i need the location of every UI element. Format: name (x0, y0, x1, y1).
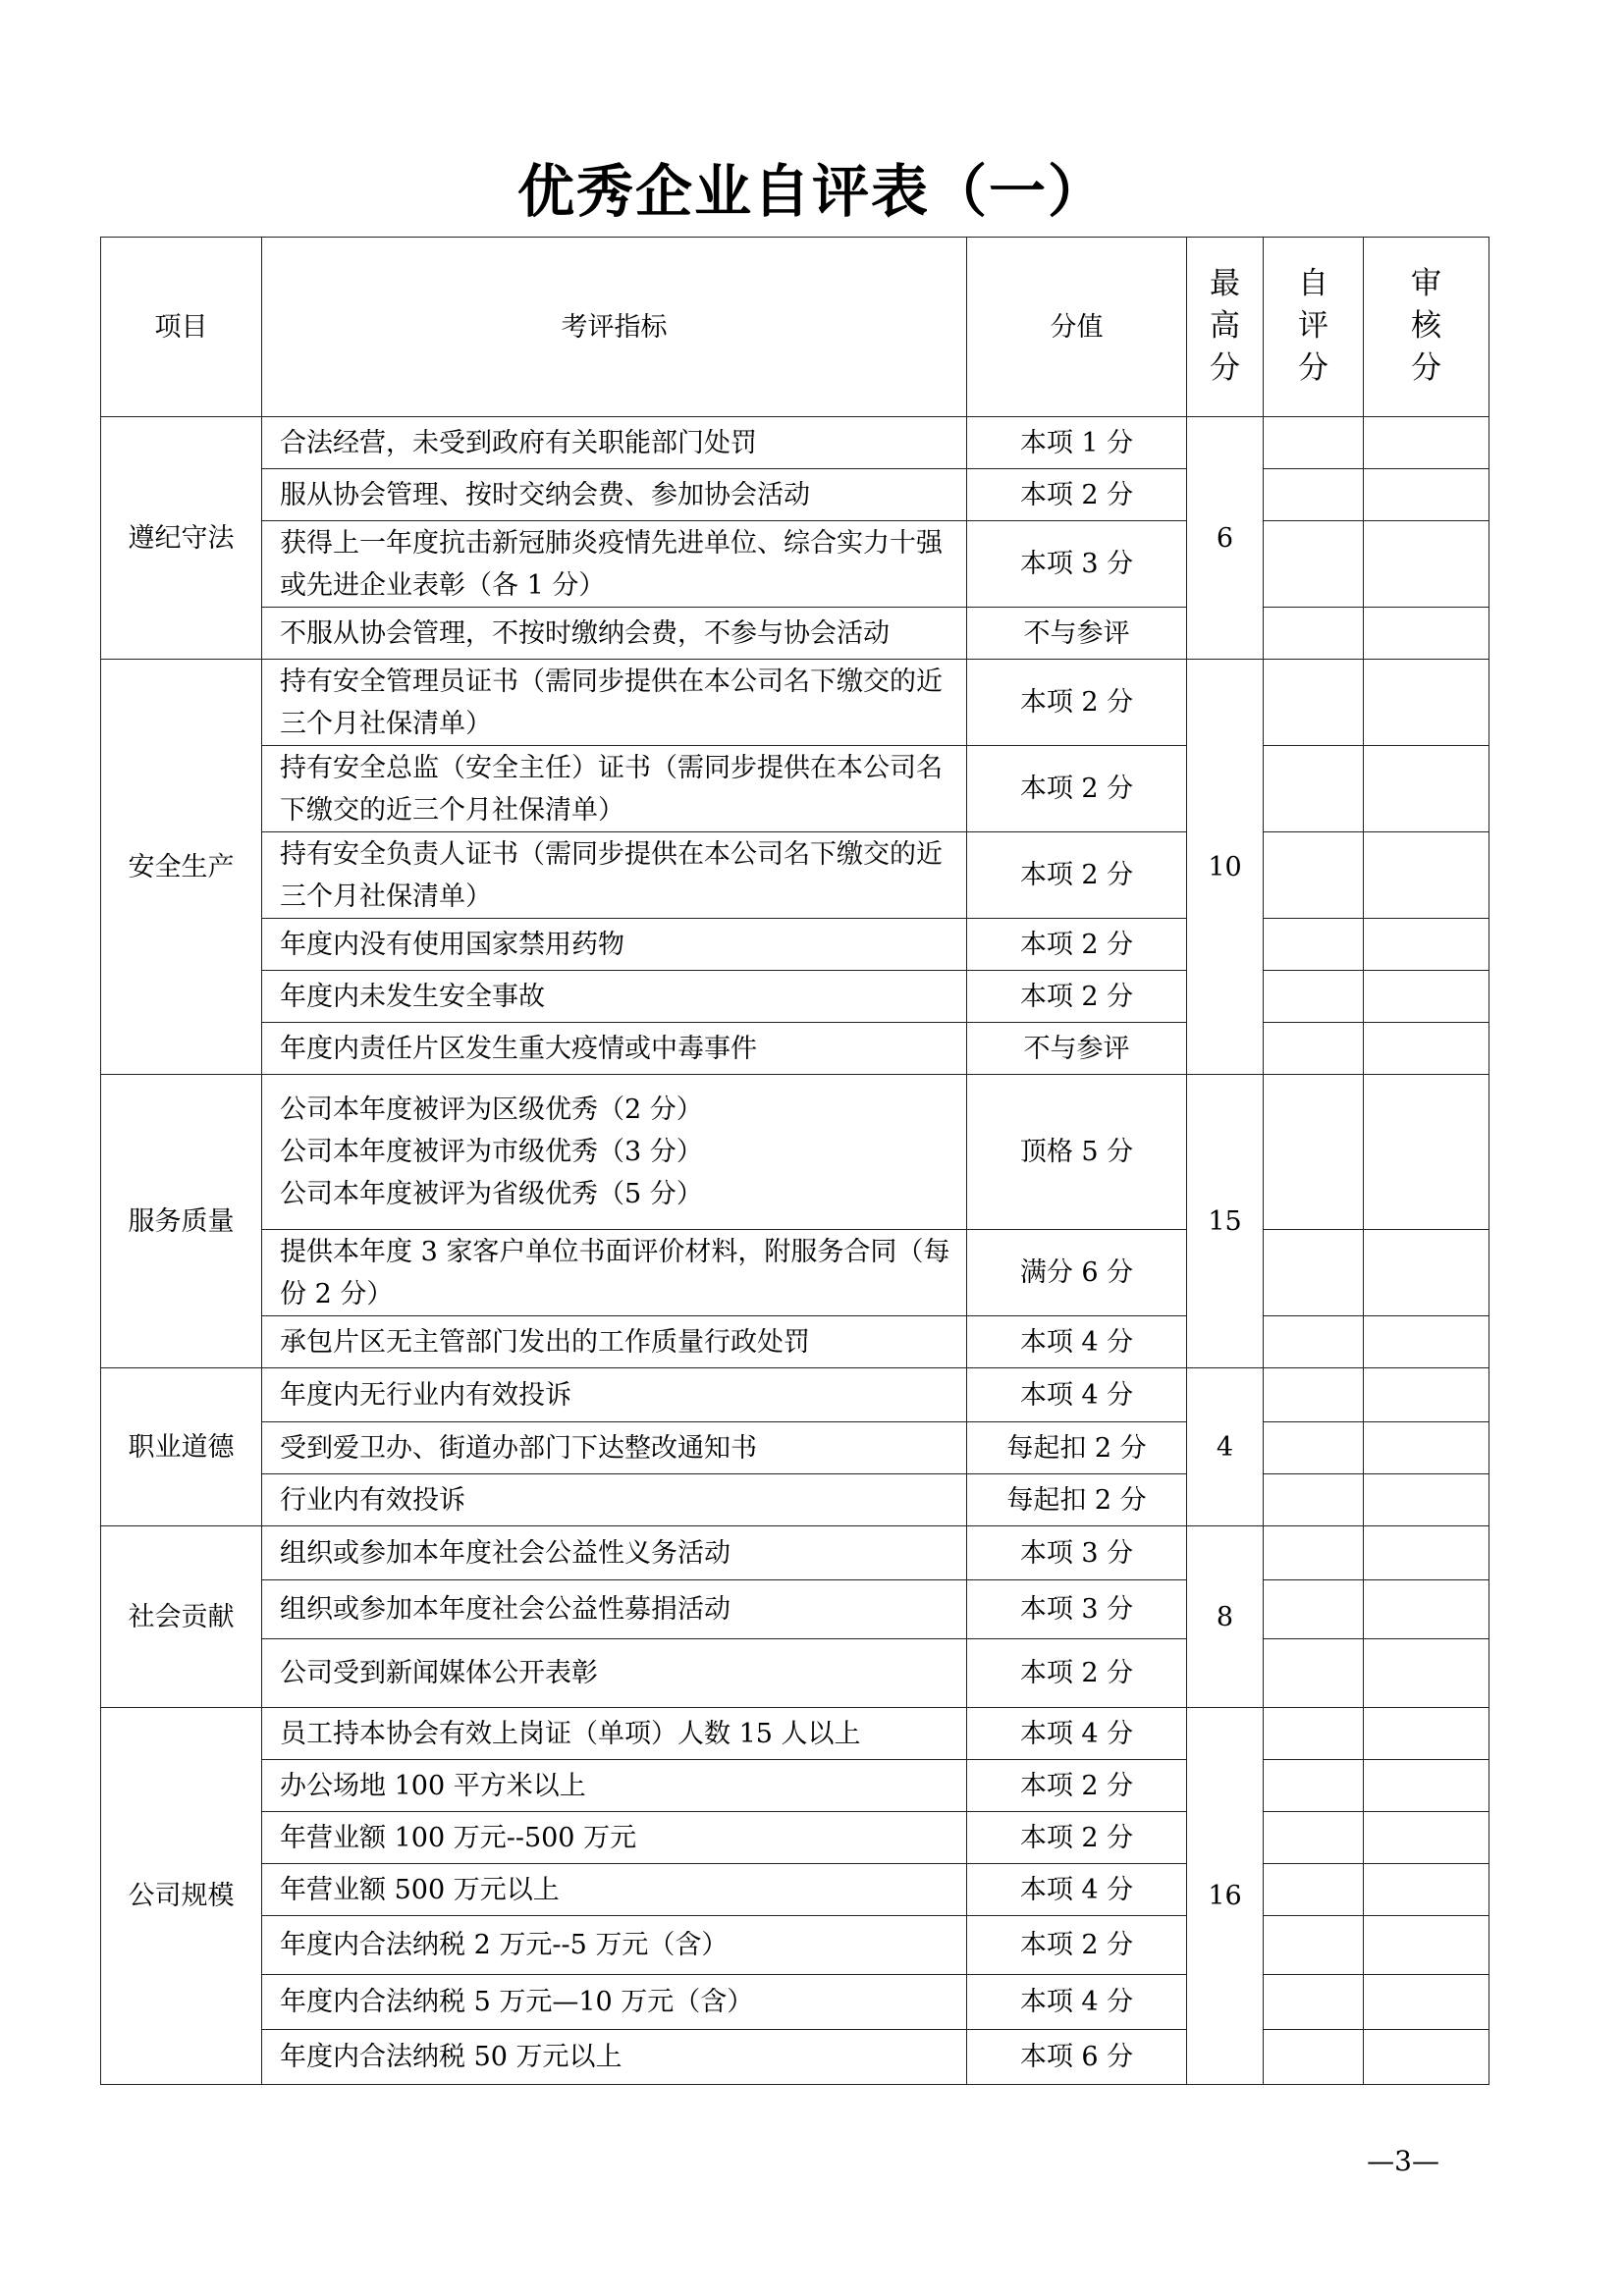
score-cell: 本项 2 分 (967, 1916, 1187, 1975)
score-cell: 每起扣 2 分 (967, 1474, 1187, 1526)
max-score-cell: 16 (1187, 1708, 1264, 2085)
table-row (101, 1474, 1489, 1526)
score-cell: 本项 1 分 (967, 417, 1187, 469)
audit-score-field[interactable] (1364, 1864, 1489, 1916)
audit-score-field[interactable] (1364, 1230, 1489, 1316)
score-cell: 本项 2 分 (967, 919, 1187, 971)
self-score-field[interactable] (1264, 1916, 1364, 1975)
table-row (101, 832, 1489, 919)
indicator-cell: 组织或参加本年度社会公益性募捐活动 (262, 1580, 967, 1639)
score-cell: 本项 3 分 (967, 1526, 1187, 1580)
self-score-field[interactable] (1264, 1812, 1364, 1864)
indicator-cell: 受到爱卫办、街道办部门下达整改通知书 (262, 1422, 967, 1474)
audit-score-field[interactable] (1364, 660, 1489, 746)
score-cell: 本项 2 分 (967, 832, 1187, 919)
score-cell: 本项 2 分 (967, 469, 1187, 521)
indicator-cell: 年营业额 100 万元--500 万元 (262, 1812, 967, 1864)
header-audit: 审核分 (1364, 238, 1489, 417)
section-name: 服务质量 (101, 1075, 262, 1368)
indicator-cell: 员工持本协会有效上岗证（单项）人数 15 人以上 (262, 1708, 967, 1760)
self-score-field[interactable] (1264, 1760, 1364, 1812)
indicator-cell: 年度内没有使用国家禁用药物 (262, 919, 967, 971)
indicator-cell: 办公场地 100 平方米以上 (262, 1760, 967, 1812)
audit-score-field[interactable] (1364, 1812, 1489, 1864)
indicator-cell: 提供本年度 3 家客户单位书面评价材料，附服务合同（每份 2 分） (262, 1230, 967, 1316)
score-cell: 本项 2 分 (967, 1812, 1187, 1864)
score-cell: 本项 4 分 (967, 1975, 1187, 2030)
section-name: 安全生产 (101, 660, 262, 1075)
score-cell: 每起扣 2 分 (967, 1422, 1187, 1474)
score-cell: 顶格 5 分 (967, 1075, 1187, 1230)
self-score-field[interactable] (1264, 469, 1364, 521)
self-score-field[interactable] (1264, 1075, 1364, 1230)
score-cell: 本项 3 分 (967, 521, 1187, 608)
self-score-field[interactable] (1264, 1368, 1364, 1422)
table-row (101, 1422, 1489, 1474)
self-score-field[interactable] (1264, 1230, 1364, 1316)
table-row (101, 2030, 1489, 2085)
self-score-field[interactable] (1264, 1474, 1364, 1526)
self-score-field[interactable] (1264, 417, 1364, 469)
header-self: 自评分 (1264, 238, 1364, 417)
indicator-cell: 合法经营，未受到政府有关职能部门处罚 (262, 417, 967, 469)
audit-score-field[interactable] (1364, 1316, 1489, 1368)
audit-score-field[interactable] (1364, 521, 1489, 608)
audit-score-field[interactable] (1364, 469, 1489, 521)
indicator-cell: 行业内有效投诉 (262, 1474, 967, 1526)
indicator-cell: 获得上一年度抗击新冠肺炎疫情先进单位、综合实力十强或先进企业表彰（各 1 分） (262, 521, 967, 608)
audit-score-field[interactable] (1364, 417, 1489, 469)
indicator-line: 公司本年度被评为市级优秀（3 分） (280, 1137, 703, 1167)
indicator-cell: 组织或参加本年度社会公益性义务活动 (262, 1526, 967, 1580)
self-score-field[interactable] (1264, 521, 1364, 608)
table-row (101, 1708, 1489, 1760)
max-score-cell: 4 (1187, 1368, 1264, 1526)
self-score-field[interactable] (1264, 746, 1364, 832)
section-name: 公司规模 (101, 1708, 262, 2085)
indicator-line: 公司本年度被评为区级优秀（2 分） (280, 1095, 703, 1125)
self-score-field[interactable] (1264, 1316, 1364, 1368)
self-score-field[interactable] (1264, 971, 1364, 1023)
audit-score-field[interactable] (1364, 1580, 1489, 1639)
table-row (101, 1023, 1489, 1075)
self-score-field[interactable] (1264, 1526, 1364, 1580)
self-score-field[interactable] (1264, 1580, 1364, 1639)
audit-score-field[interactable] (1364, 1075, 1489, 1230)
score-cell: 本项 2 分 (967, 660, 1187, 746)
table-row (101, 1368, 1489, 1422)
table-row (101, 521, 1489, 608)
audit-score-field[interactable] (1364, 1368, 1489, 1422)
table-row (101, 1580, 1489, 1639)
score-cell: 本项 2 分 (967, 1639, 1187, 1708)
table-row (101, 608, 1489, 660)
indicator-line: 公司本年度被评为省级优秀（5 分） (280, 1179, 703, 1209)
table-row (101, 1075, 1489, 1230)
table-row (101, 1975, 1489, 2030)
score-cell: 本项 2 分 (967, 971, 1187, 1023)
audit-score-field[interactable] (1364, 971, 1489, 1023)
section-name: 职业道德 (101, 1368, 262, 1526)
score-cell: 不与参评 (967, 608, 1187, 660)
table-row (101, 1916, 1489, 1975)
table-row (101, 417, 1489, 469)
section-name: 遵纪守法 (101, 417, 262, 660)
indicator-cell: 年度内合法纳税 5 万元—10 万元（含） (262, 1975, 967, 2030)
indicator-cell: 年营业额 500 万元以上 (262, 1864, 967, 1916)
table-row (101, 1639, 1489, 1708)
header-row (101, 238, 1489, 417)
header-max: 最高分 (1187, 238, 1264, 417)
score-cell: 本项 4 分 (967, 1708, 1187, 1760)
header-score: 分值 (967, 238, 1187, 417)
self-score-field[interactable] (1264, 1422, 1364, 1474)
section-name: 社会贡献 (101, 1526, 262, 1708)
audit-score-field[interactable] (1364, 2030, 1489, 2085)
table-row (101, 1760, 1489, 1812)
self-score-field[interactable] (1264, 660, 1364, 746)
table-row (101, 971, 1489, 1023)
table-row (101, 919, 1489, 971)
max-score-cell: 15 (1187, 1075, 1264, 1368)
header-indicator: 考评指标 (262, 238, 967, 417)
score-cell: 本项 4 分 (967, 1864, 1187, 1916)
self-score-field[interactable] (1264, 2030, 1364, 2085)
indicator-cell: 年度内合法纳税 50 万元以上 (262, 2030, 967, 2085)
indicator-cell: 年度内责任片区发生重大疫情或中毒事件 (262, 1023, 967, 1075)
score-cell: 本项 2 分 (967, 1760, 1187, 1812)
audit-score-field[interactable] (1364, 832, 1489, 919)
self-score-field[interactable] (1264, 1975, 1364, 2030)
score-cell: 不与参评 (967, 1023, 1187, 1075)
max-score-cell: 10 (1187, 660, 1264, 1075)
score-cell: 本项 4 分 (967, 1316, 1187, 1368)
table-row (101, 1526, 1489, 1580)
indicator-cell (262, 1075, 967, 1230)
table-row (101, 746, 1489, 832)
audit-score-field[interactable] (1364, 746, 1489, 832)
self-score-field[interactable] (1264, 1708, 1364, 1760)
self-score-field[interactable] (1264, 608, 1364, 660)
audit-score-field[interactable] (1364, 1526, 1489, 1580)
indicator-cell: 年度内未发生安全事故 (262, 971, 967, 1023)
self-score-field[interactable] (1264, 832, 1364, 919)
score-cell: 本项 3 分 (967, 1580, 1187, 1639)
self-score-field[interactable] (1264, 919, 1364, 971)
indicator-cell: 持有安全负责人证书（需同步提供在本公司名下缴交的近三个月社保清单） (262, 832, 967, 919)
audit-score-field[interactable] (1364, 1023, 1489, 1075)
table-row (101, 1316, 1489, 1368)
max-score-cell: 6 (1187, 417, 1264, 660)
score-cell: 满分 6 分 (967, 1230, 1187, 1316)
self-score-field[interactable] (1264, 1864, 1364, 1916)
table-row (101, 469, 1489, 521)
audit-score-field[interactable] (1364, 919, 1489, 971)
indicator-cell: 服从协会管理、按时交纳会费、参加协会活动 (262, 469, 967, 521)
audit-score-field[interactable] (1364, 1975, 1489, 2030)
audit-score-field[interactable] (1364, 1422, 1489, 1474)
indicator-cell: 年度内无行业内有效投诉 (262, 1368, 967, 1422)
evaluation-table (100, 237, 1489, 2085)
indicator-cell: 承包片区无主管部门发出的工作质量行政处罚 (262, 1316, 967, 1368)
score-cell: 本项 4 分 (967, 1368, 1187, 1422)
page-title: 优秀企业自评表（一） (516, 158, 1107, 225)
score-cell: 本项 6 分 (967, 2030, 1187, 2085)
indicator-cell: 公司受到新闻媒体公开表彰 (262, 1639, 967, 1708)
indicator-cell: 持有安全管理员证书（需同步提供在本公司名下缴交的近三个月社保清单） (262, 660, 967, 746)
audit-score-field[interactable] (1364, 1708, 1489, 1760)
audit-score-field[interactable] (1364, 1474, 1489, 1526)
table-row (101, 1864, 1489, 1916)
audit-score-field[interactable] (1364, 608, 1489, 660)
table-row (101, 660, 1489, 746)
self-score-field[interactable] (1264, 1023, 1364, 1075)
header-item: 项目 (101, 238, 262, 417)
indicator-cell: 持有安全总监（安全主任）证书（需同步提供在本公司名下缴交的近三个月社保清单） (262, 746, 967, 832)
table-row (101, 1812, 1489, 1864)
page-number: —3— (1367, 2145, 1439, 2177)
audit-score-field[interactable] (1364, 1639, 1489, 1708)
audit-score-field[interactable] (1364, 1916, 1489, 1975)
self-score-field[interactable] (1264, 1639, 1364, 1708)
score-cell: 本项 2 分 (967, 746, 1187, 832)
indicator-cell: 不服从协会管理，不按时缴纳会费，不参与协会活动 (262, 608, 967, 660)
table-row (101, 1230, 1489, 1316)
max-score-cell: 8 (1187, 1526, 1264, 1708)
indicator-cell: 年度内合法纳税 2 万元--5 万元（含） (262, 1916, 967, 1975)
audit-score-field[interactable] (1364, 1760, 1489, 1812)
